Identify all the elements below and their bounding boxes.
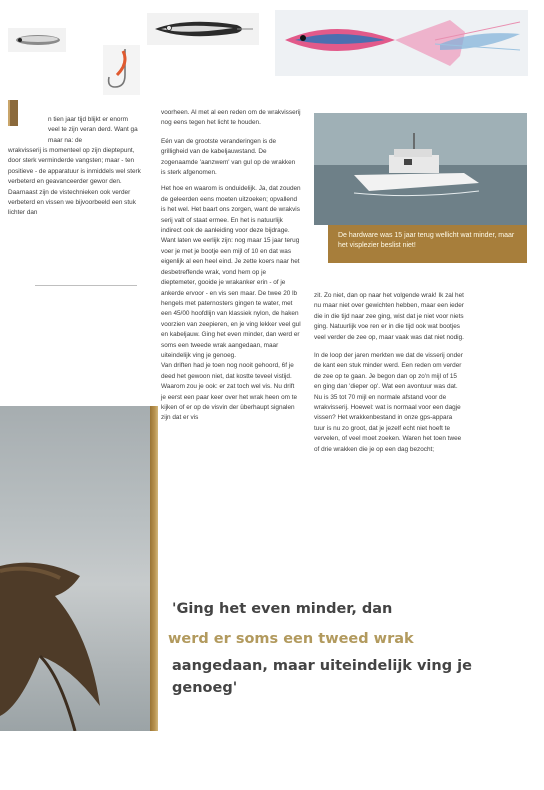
column-3-paragraph-1: zit. Zo niet, dan op naar het volgende wrak! Ik zal het nu maar niet over gewichten hebben, maar een ieder die in die tijd naar zee ging, wist dat je niet voor niets ging. Natuurlijk voe ren er in die tijd ook wat bootjes veel verder de zee op, maar vaak was dat niet nodig. <box>314 292 464 341</box>
column-2-paragraph-4: Want laten we eerlijk zijn: nog maar 15 jaar terug voer je met je bootje een mijl of 10 en dat was eigenlijk al een heel eind. Je zette koers naar het desbetreffende wrak, vond hem op je dieptemeter, gooide je wrakanker erin - of je ankerde ervoor - en vis sen maar. De twee 20 lb hengels met paternosters gingen te water, met een 45/00 hoofdlijn van klassiek nylon, de haken voorzien van zeepieren, en je ving lekker veel gul en kabeljauw. Ging het even minder, dan werd er soms een tweede wrak aangedaan, maar uiteindelijk ving je genoeg. <box>161 237 301 359</box>
pull-quote-line-3: aangedaan, maar uiteindelijk ving je genoeg' <box>172 658 472 696</box>
pull-quote-line-1: 'Ging het even minder, dan <box>172 601 393 617</box>
column-3-paragraph-2: In de loop der jaren merkten we dat de visserij onder de kant een stuk minder werd. Een reden om verder de zee op te gaan. Je begon dan op zo'n mijl of 15 en ging dan 'dieper op'. Wat een avontuur was dat. Nu is 35 tot 70 mijl en normale afstand voor de wrakvisserij. Hoewel: wat is normaal voor een dagje vissen? Het wrakkenbestand in onze gps-appara tuur is nu zo groot, dat je jezelf echt niet hoeft te vervelen, of veel moet zoeken. Waren het toen twee of drie wrakken die je op een dag bezocht; <box>314 352 463 453</box>
photo-caption: De hardware was 15 jaar terug wellicht wat minder, maar het visplezier beslist niet! <box>328 225 527 263</box>
column-2-paragraph-3: Het hoe en waarom is onduidelijk. Ja, dat zouden de geleerden eens moeten uitzoeken; opvallend is het wel. Het baart ons zorgen, want de wrakvis serij valt of staat ermee. En het is natuurlijk indirect ook de aanleiding voor deze bijdrage. <box>161 185 301 235</box>
lure-photo-3 <box>275 10 528 76</box>
column-2-paragraph-5: Van driften had je toen nog nooit gehoord, 6f je deed het gewoon niet, dat kostte teveel vistijd. Waarom zou je ook: er zat toch wel vis. Nu drift je eerst een paar keer over het wrak heen om te kijken of er op de visvin der überhaupt signalen zijn dat er vis <box>161 362 298 422</box>
column-2-paragraph-1: voorheen. Al met al een reden om de wrakvisserij nog eens tegen het licht te houden. <box>161 109 301 127</box>
column-1-divider <box>35 285 137 286</box>
lure-3-drawing <box>275 10 528 76</box>
lure-photo-2 <box>147 13 259 45</box>
column-1-body: wrakvisserij is momenteel op zijn dieptepunt, door sterk verminderde vangsten; maar - ten positieve - de apparatuur is inmiddels wel sterk verbeterd en geavanceerder gewor den. Daarnaast zijn de vistechnieken ook verder verbeterd en vissen we bijvoorbeeld een stuk lichter dan <box>8 147 141 217</box>
hook-photo <box>103 45 140 95</box>
column-2-paragraph-2: Eén van de grootste veranderingen is de grilligheid van de kabeljauwstand. De zogenaamde 'aanzwem' van gul op de wrakken is sterk afgenomen. <box>161 137 296 177</box>
lure-1-drawing <box>8 28 66 52</box>
column-1-intro: n tien jaar tijd blijkt er enorm veel te zijn veran derd. Want ga maar na: de <box>48 116 138 144</box>
pull-quote-line-2: werd er soms een tweed wrak <box>168 631 414 647</box>
column-3-body <box>314 291 464 461</box>
photo-gold-strip <box>150 406 158 731</box>
lure-photo-1 <box>8 28 66 52</box>
lure-2-drawing <box>147 13 259 45</box>
drop-cap <box>8 100 18 126</box>
boat-photo <box>314 113 527 225</box>
column-2-body <box>161 108 301 424</box>
fish-drawing <box>0 406 150 731</box>
hook-drawing <box>103 45 140 95</box>
fish-photo <box>0 406 150 731</box>
boat-drawing <box>314 113 527 225</box>
